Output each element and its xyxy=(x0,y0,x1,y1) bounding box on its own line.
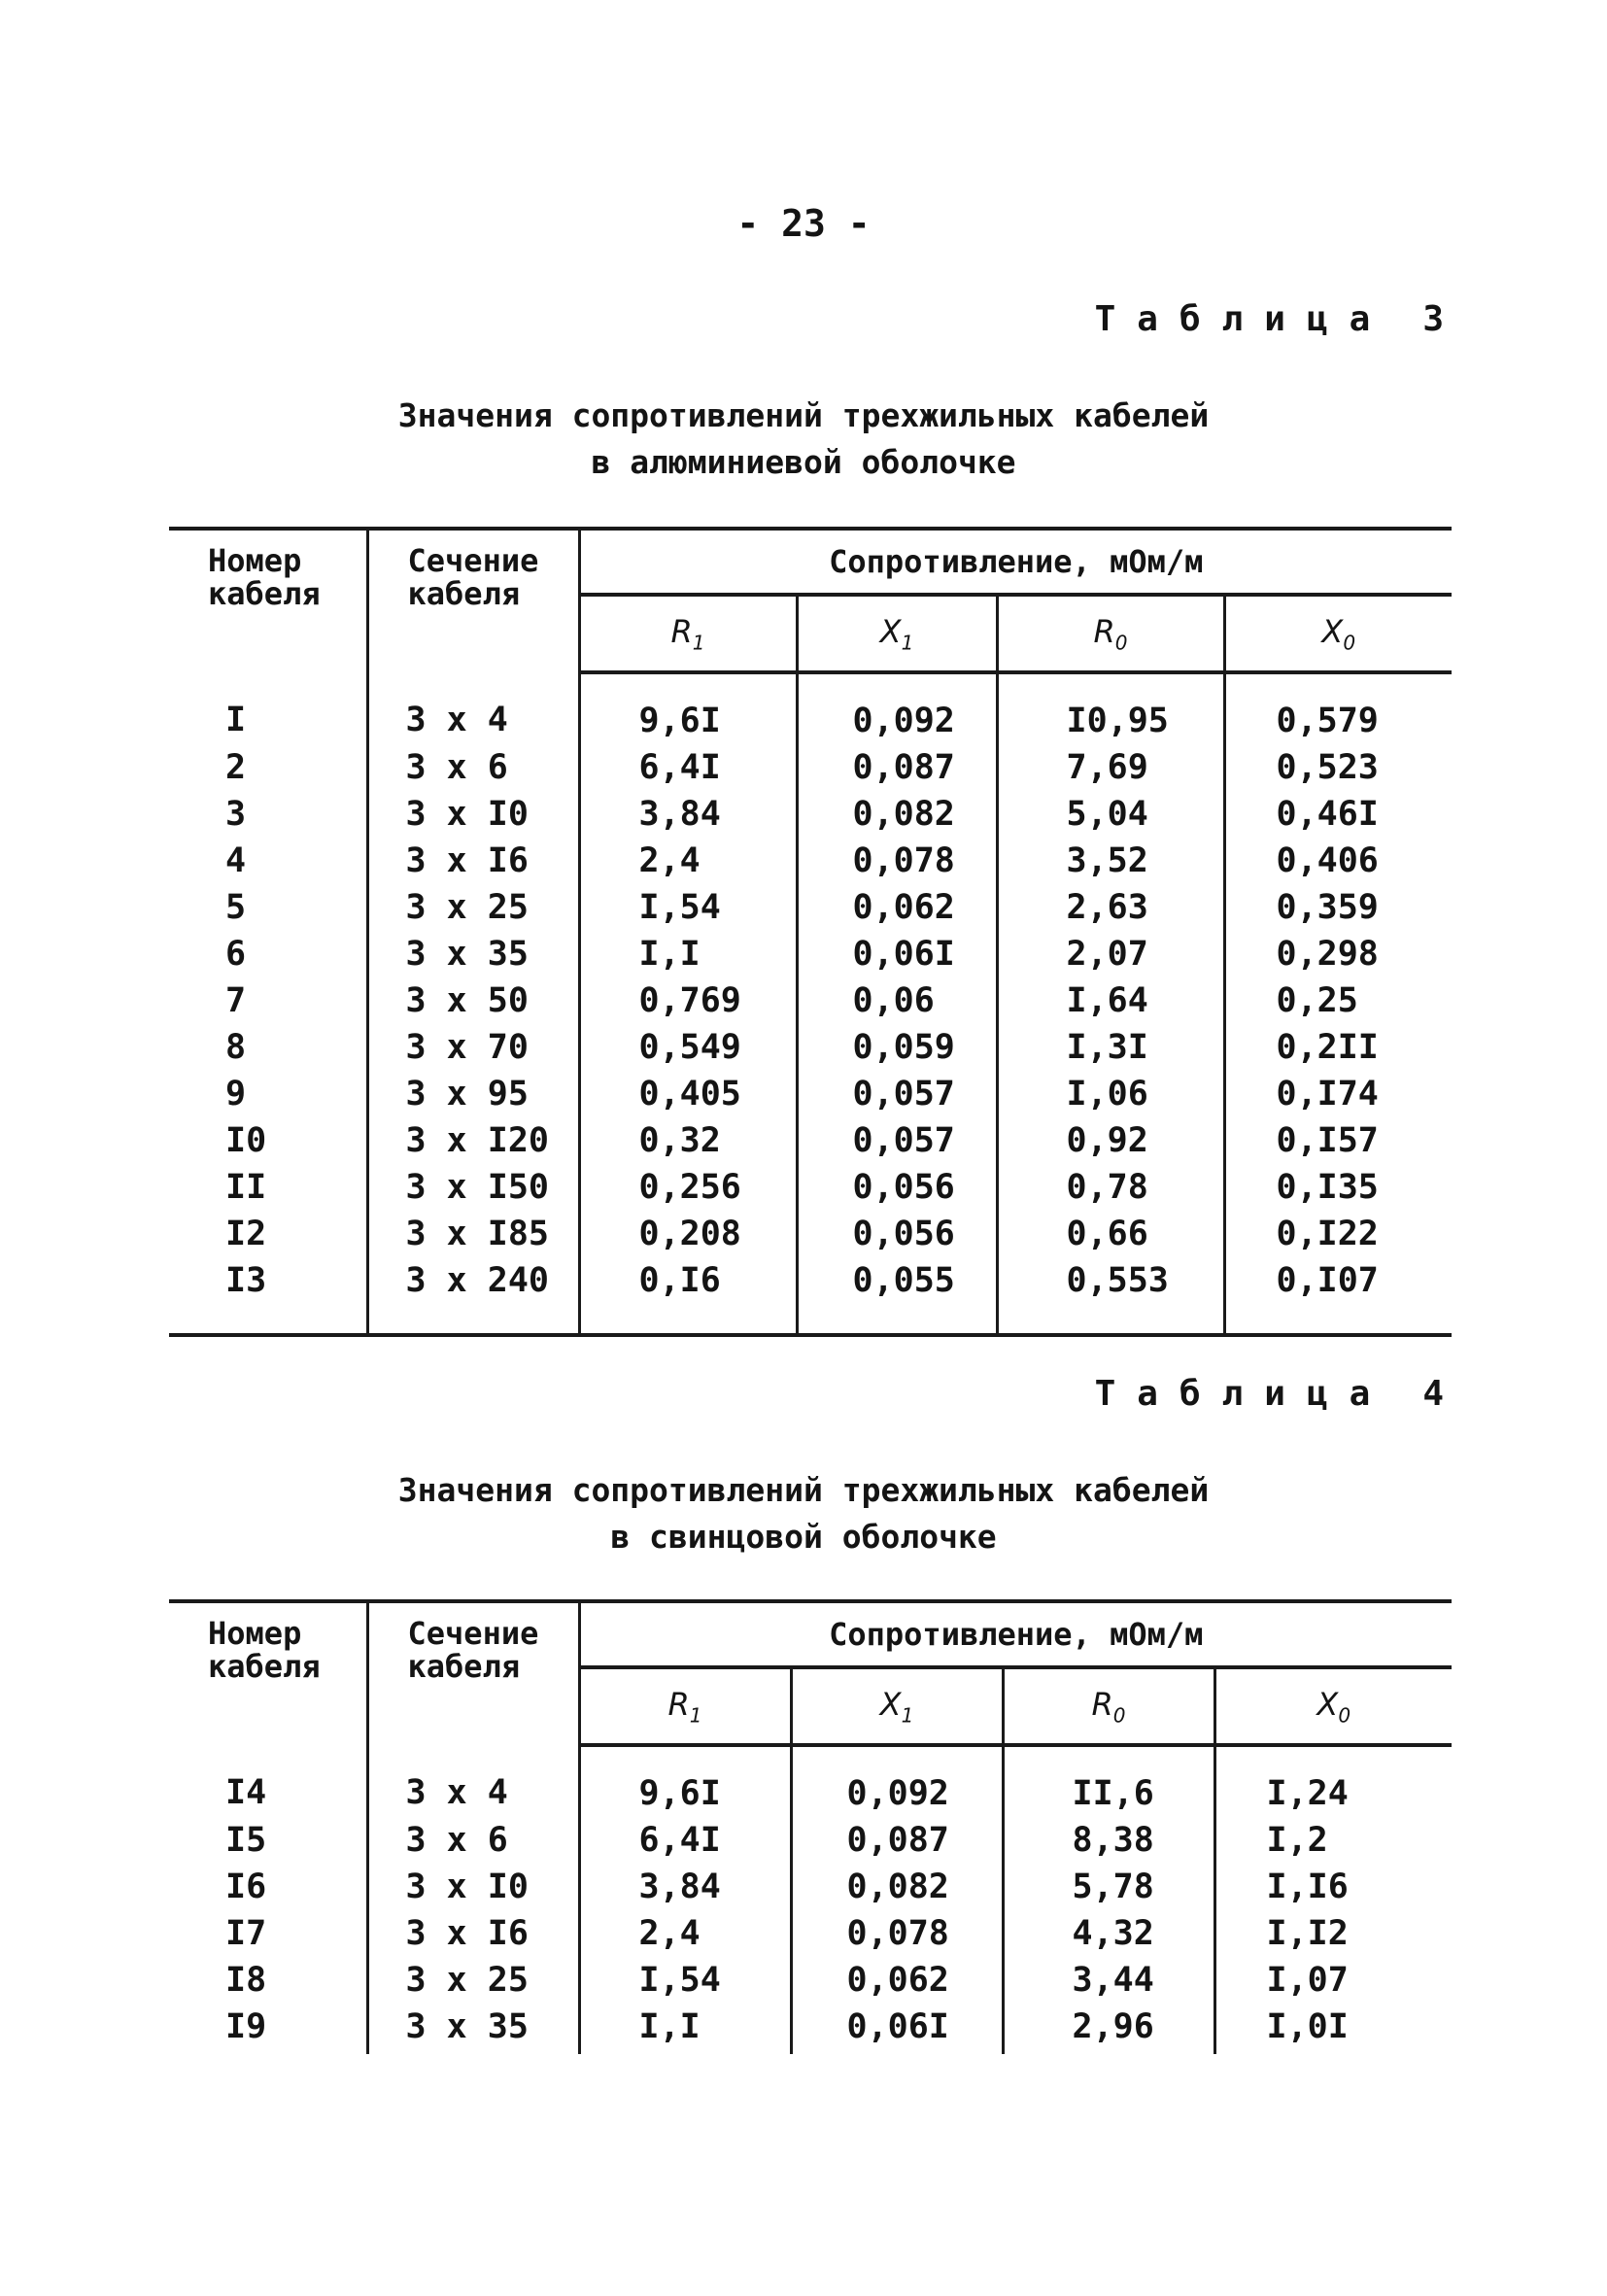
table-4-caption xyxy=(1095,1374,1444,1414)
x1-cell: 0,087 xyxy=(797,744,997,791)
section-cell: 3 x 240 xyxy=(367,1257,579,1335)
table-3-caption-number: 3 xyxy=(1422,299,1444,339)
x0-cell: 0,46I xyxy=(1276,795,1379,834)
cable-number-cell: I7 xyxy=(169,1910,367,1957)
cable-number-cell: I9 xyxy=(169,2004,367,2054)
x1-cell: 0,059 xyxy=(797,1024,997,1071)
x1-cell: 0,057 xyxy=(797,1117,997,1164)
table-4-header-x0 xyxy=(1214,1667,1452,1745)
r0-cell: 0,553 xyxy=(997,1257,1224,1335)
r0-cell: 2,63 xyxy=(997,884,1224,931)
table-4-title xyxy=(0,1467,1607,1560)
x0-cell: 0,406 xyxy=(1276,841,1379,880)
r1-cell: I,54 xyxy=(579,884,797,931)
x0-cell: 0,I57 xyxy=(1276,1121,1379,1160)
x0-cell: 0,298 xyxy=(1276,935,1379,974)
cable-number-cell: 3 xyxy=(169,791,367,838)
table-row xyxy=(169,1817,1452,1864)
table-4-header-x0-index: 0 xyxy=(1338,1703,1351,1728)
x0-cell: I,I6 xyxy=(1266,1868,1349,1906)
table-4-title-line-2: в свинцовой оболочке xyxy=(610,1518,997,1556)
section-cell: 3 x 6 xyxy=(367,1817,579,1864)
r0-cell: I0,95 xyxy=(997,672,1224,744)
x0-cell: 0,I35 xyxy=(1276,1168,1379,1207)
section-cell: 3 x 95 xyxy=(367,1071,579,1117)
r0-cell: 0,66 xyxy=(997,1211,1224,1257)
section-cell: 3 x 4 xyxy=(367,672,579,744)
x1-cell: 0,056 xyxy=(797,1211,997,1257)
r1-cell: 3,84 xyxy=(579,791,797,838)
page-number: - 23 - xyxy=(736,202,871,245)
table-4-header-r1 xyxy=(579,1667,791,1745)
table-row xyxy=(169,884,1452,931)
cable-number-cell: I0 xyxy=(169,1117,367,1164)
table-3 xyxy=(169,527,1452,1337)
table-3-title-line-1: Значения сопротивлений трехжильных кабелей xyxy=(397,396,1210,434)
table-row xyxy=(169,1864,1452,1910)
r0-cell: 3,52 xyxy=(997,838,1224,884)
cable-number-cell: I5 xyxy=(169,1817,367,1864)
cable-number-cell: II xyxy=(169,1164,367,1211)
x1-cell: 0,082 xyxy=(791,1864,1003,1910)
r0-cell: 8,38 xyxy=(1003,1817,1214,1864)
r0-cell: I,06 xyxy=(997,1071,1224,1117)
r1-cell: 6,4I xyxy=(579,1817,791,1864)
table-3-header-section: Сечение кабеля xyxy=(367,529,579,672)
table-4-caption-word: Таблица xyxy=(1094,1374,1392,1414)
table-4-header-r1-symbol: R xyxy=(667,1685,690,1723)
cable-number-cell: I3 xyxy=(169,1257,367,1335)
r1-cell: 3,84 xyxy=(579,1864,791,1910)
x1-cell: 0,062 xyxy=(797,884,997,931)
table-3-title-line-2: в алюминиевой оболочке xyxy=(591,443,1016,481)
x1-cell: 0,078 xyxy=(791,1910,1003,1957)
x0-cell: I,0I xyxy=(1266,2007,1349,2046)
r0-cell: 0,78 xyxy=(997,1164,1224,1211)
table-4-header-r0-symbol: R xyxy=(1091,1685,1113,1723)
cable-number-cell: I xyxy=(169,672,367,744)
x0-cell: I,2 xyxy=(1266,1821,1328,1860)
table-3-header-r0-index: 0 xyxy=(1114,631,1128,655)
section-cell: 3 x I0 xyxy=(367,1864,579,1910)
r0-cell: 5,04 xyxy=(997,791,1224,838)
table-row xyxy=(169,1164,1452,1211)
x0-cell: 0,I22 xyxy=(1276,1215,1379,1253)
x0-cell: I,I2 xyxy=(1266,1914,1349,1953)
cable-number-cell: 8 xyxy=(169,1024,367,1071)
table-4-header-r0 xyxy=(1003,1667,1214,1745)
table-3-header-x0-index: 0 xyxy=(1343,631,1356,655)
table-3-header-x1-symbol: X xyxy=(879,612,902,650)
table-row xyxy=(169,931,1452,977)
section-cell: 3 x 70 xyxy=(367,1024,579,1071)
cable-number-cell: I6 xyxy=(169,1864,367,1910)
section-cell: 3 x 25 xyxy=(367,1957,579,2004)
table-4-header-r0-index: 0 xyxy=(1112,1703,1126,1728)
x1-cell: 0,092 xyxy=(791,1745,1003,1817)
section-cell: 3 x 35 xyxy=(367,2004,579,2054)
section-cell: 3 x I6 xyxy=(367,1910,579,1957)
cable-number-cell: 6 xyxy=(169,931,367,977)
r1-cell: 9,6I xyxy=(579,1745,791,1817)
table-3-caption xyxy=(1095,299,1444,339)
cable-number-cell: I2 xyxy=(169,1211,367,1257)
x1-cell: 0,06I xyxy=(797,931,997,977)
r1-cell: 2,4 xyxy=(579,1910,791,1957)
table-3-header-x0 xyxy=(1224,595,1452,672)
table-3-header-row xyxy=(169,529,1452,595)
table-3-body xyxy=(169,672,1452,1335)
table-row xyxy=(169,791,1452,838)
r0-cell: 2,96 xyxy=(1003,2004,1214,2054)
table-4-header-x1-index: 1 xyxy=(901,1703,914,1728)
table-3-header-r1-index: 1 xyxy=(692,631,705,655)
section-cell: 3 x 35 xyxy=(367,931,579,977)
table-3-header-x1-index: 1 xyxy=(901,631,914,655)
r1-cell: 0,769 xyxy=(579,977,797,1024)
r0-cell: 7,69 xyxy=(997,744,1224,791)
section-cell: 3 x I50 xyxy=(367,1164,579,1211)
table-4-header-cable-number: Номер кабеля xyxy=(169,1601,367,1745)
table-row xyxy=(169,1071,1452,1117)
table-4-caption-number: 4 xyxy=(1422,1374,1444,1414)
r1-cell: 0,32 xyxy=(579,1117,797,1164)
r0-cell: 5,78 xyxy=(1003,1864,1214,1910)
table-3-header-x1 xyxy=(797,595,997,672)
table-3-header-r0-symbol: R xyxy=(1093,612,1115,650)
x1-cell: 0,056 xyxy=(797,1164,997,1211)
x1-cell: 0,06I xyxy=(791,2004,1003,2054)
r0-cell: I,3I xyxy=(997,1024,1224,1071)
table-row xyxy=(169,1117,1452,1164)
x0-cell: 0,359 xyxy=(1276,888,1379,927)
table-4-header-x0-symbol: X xyxy=(1316,1685,1339,1723)
cable-number-cell: 9 xyxy=(169,1071,367,1117)
table-4-header-x1 xyxy=(791,1667,1003,1745)
r0-cell: 3,44 xyxy=(1003,1957,1214,2004)
table-4-title-line-1: Значения сопротивлений трехжильных кабелей xyxy=(397,1471,1210,1509)
r0-cell: 0,92 xyxy=(997,1117,1224,1164)
table-row xyxy=(169,1957,1452,2004)
r0-cell: 2,07 xyxy=(997,931,1224,977)
section-cell: 3 x I6 xyxy=(367,838,579,884)
x0-cell: 0,579 xyxy=(1276,702,1379,740)
x0-cell: 0,I74 xyxy=(1276,1075,1379,1114)
table-3-header-r1-symbol: R xyxy=(670,612,693,650)
section-cell: 3 x 4 xyxy=(367,1745,579,1817)
table-4-header-r1-index: 1 xyxy=(689,1703,702,1728)
table-4-header-row xyxy=(169,1601,1452,1667)
table-4-header-section: Сечение кабеля xyxy=(367,1601,579,1745)
table-3-header-r1 xyxy=(579,595,797,672)
x0-cell: 0,25 xyxy=(1276,981,1358,1020)
table-3-caption-word: Таблица xyxy=(1094,299,1392,339)
r1-cell: 0,549 xyxy=(579,1024,797,1071)
r1-cell: 0,405 xyxy=(579,1071,797,1117)
cable-number-cell: 2 xyxy=(169,744,367,791)
cable-number-cell: I8 xyxy=(169,1957,367,2004)
section-cell: 3 x 50 xyxy=(367,977,579,1024)
table-4-header-resistance: Сопротивление, мОм/м xyxy=(579,1601,1452,1667)
table-3-header-r0 xyxy=(997,595,1224,672)
table-3-header-resistance: Сопротивление, мОм/м xyxy=(579,529,1452,595)
r1-cell: 0,I6 xyxy=(579,1257,797,1335)
r0-cell: II,6 xyxy=(1003,1745,1214,1817)
section-cell: 3 x 6 xyxy=(367,744,579,791)
section-cell: 3 x I20 xyxy=(367,1117,579,1164)
table-3-header-x0-symbol: X xyxy=(1321,612,1344,650)
x1-cell: 0,06 xyxy=(797,977,997,1024)
table-4-header-x1-symbol: X xyxy=(879,1685,902,1723)
table-row xyxy=(169,1024,1452,1071)
r1-cell: 2,4 xyxy=(579,838,797,884)
x1-cell: 0,062 xyxy=(791,1957,1003,2004)
table-row xyxy=(169,1211,1452,1257)
table-row xyxy=(169,744,1452,791)
r1-cell: 0,256 xyxy=(579,1164,797,1211)
table-row xyxy=(169,672,1452,744)
x0-cell: 0,2II xyxy=(1276,1028,1379,1067)
r1-cell: 6,4I xyxy=(579,744,797,791)
table-row xyxy=(169,1745,1452,1817)
table-4-body xyxy=(169,1745,1452,2054)
section-cell: 3 x 25 xyxy=(367,884,579,931)
cable-number-cell: I4 xyxy=(169,1745,367,1817)
table-row xyxy=(169,1257,1452,1335)
r0-cell: 4,32 xyxy=(1003,1910,1214,1957)
r1-cell: 9,6I xyxy=(579,672,797,744)
section-cell: 3 x I85 xyxy=(367,1211,579,1257)
x0-cell: 0,I07 xyxy=(1224,1257,1452,1335)
x0-cell: I,07 xyxy=(1266,1961,1349,2000)
x0-cell: I,24 xyxy=(1266,1774,1349,1813)
table-4 xyxy=(169,1599,1452,2054)
section-cell: 3 x I0 xyxy=(367,791,579,838)
r1-cell: I,54 xyxy=(579,1957,791,2004)
x0-cell: 0,523 xyxy=(1276,748,1379,787)
x1-cell: 0,082 xyxy=(797,791,997,838)
table-row xyxy=(169,1910,1452,1957)
r1-cell: I,I xyxy=(579,2004,791,2054)
cable-number-cell: 4 xyxy=(169,838,367,884)
table-3-title xyxy=(0,393,1607,486)
x1-cell: 0,055 xyxy=(797,1257,997,1335)
table-row xyxy=(169,2004,1452,2054)
x1-cell: 0,057 xyxy=(797,1071,997,1117)
cable-number-cell: 5 xyxy=(169,884,367,931)
r1-cell: 0,208 xyxy=(579,1211,797,1257)
x1-cell: 0,078 xyxy=(797,838,997,884)
cable-number-cell: 7 xyxy=(169,977,367,1024)
x1-cell: 0,087 xyxy=(791,1817,1003,1864)
r0-cell: I,64 xyxy=(997,977,1224,1024)
table-3-header-cable-number: Номер кабеля xyxy=(169,529,367,672)
r1-cell: I,I xyxy=(579,931,797,977)
x1-cell: 0,092 xyxy=(797,672,997,744)
table-row xyxy=(169,977,1452,1024)
table-row xyxy=(169,838,1452,884)
